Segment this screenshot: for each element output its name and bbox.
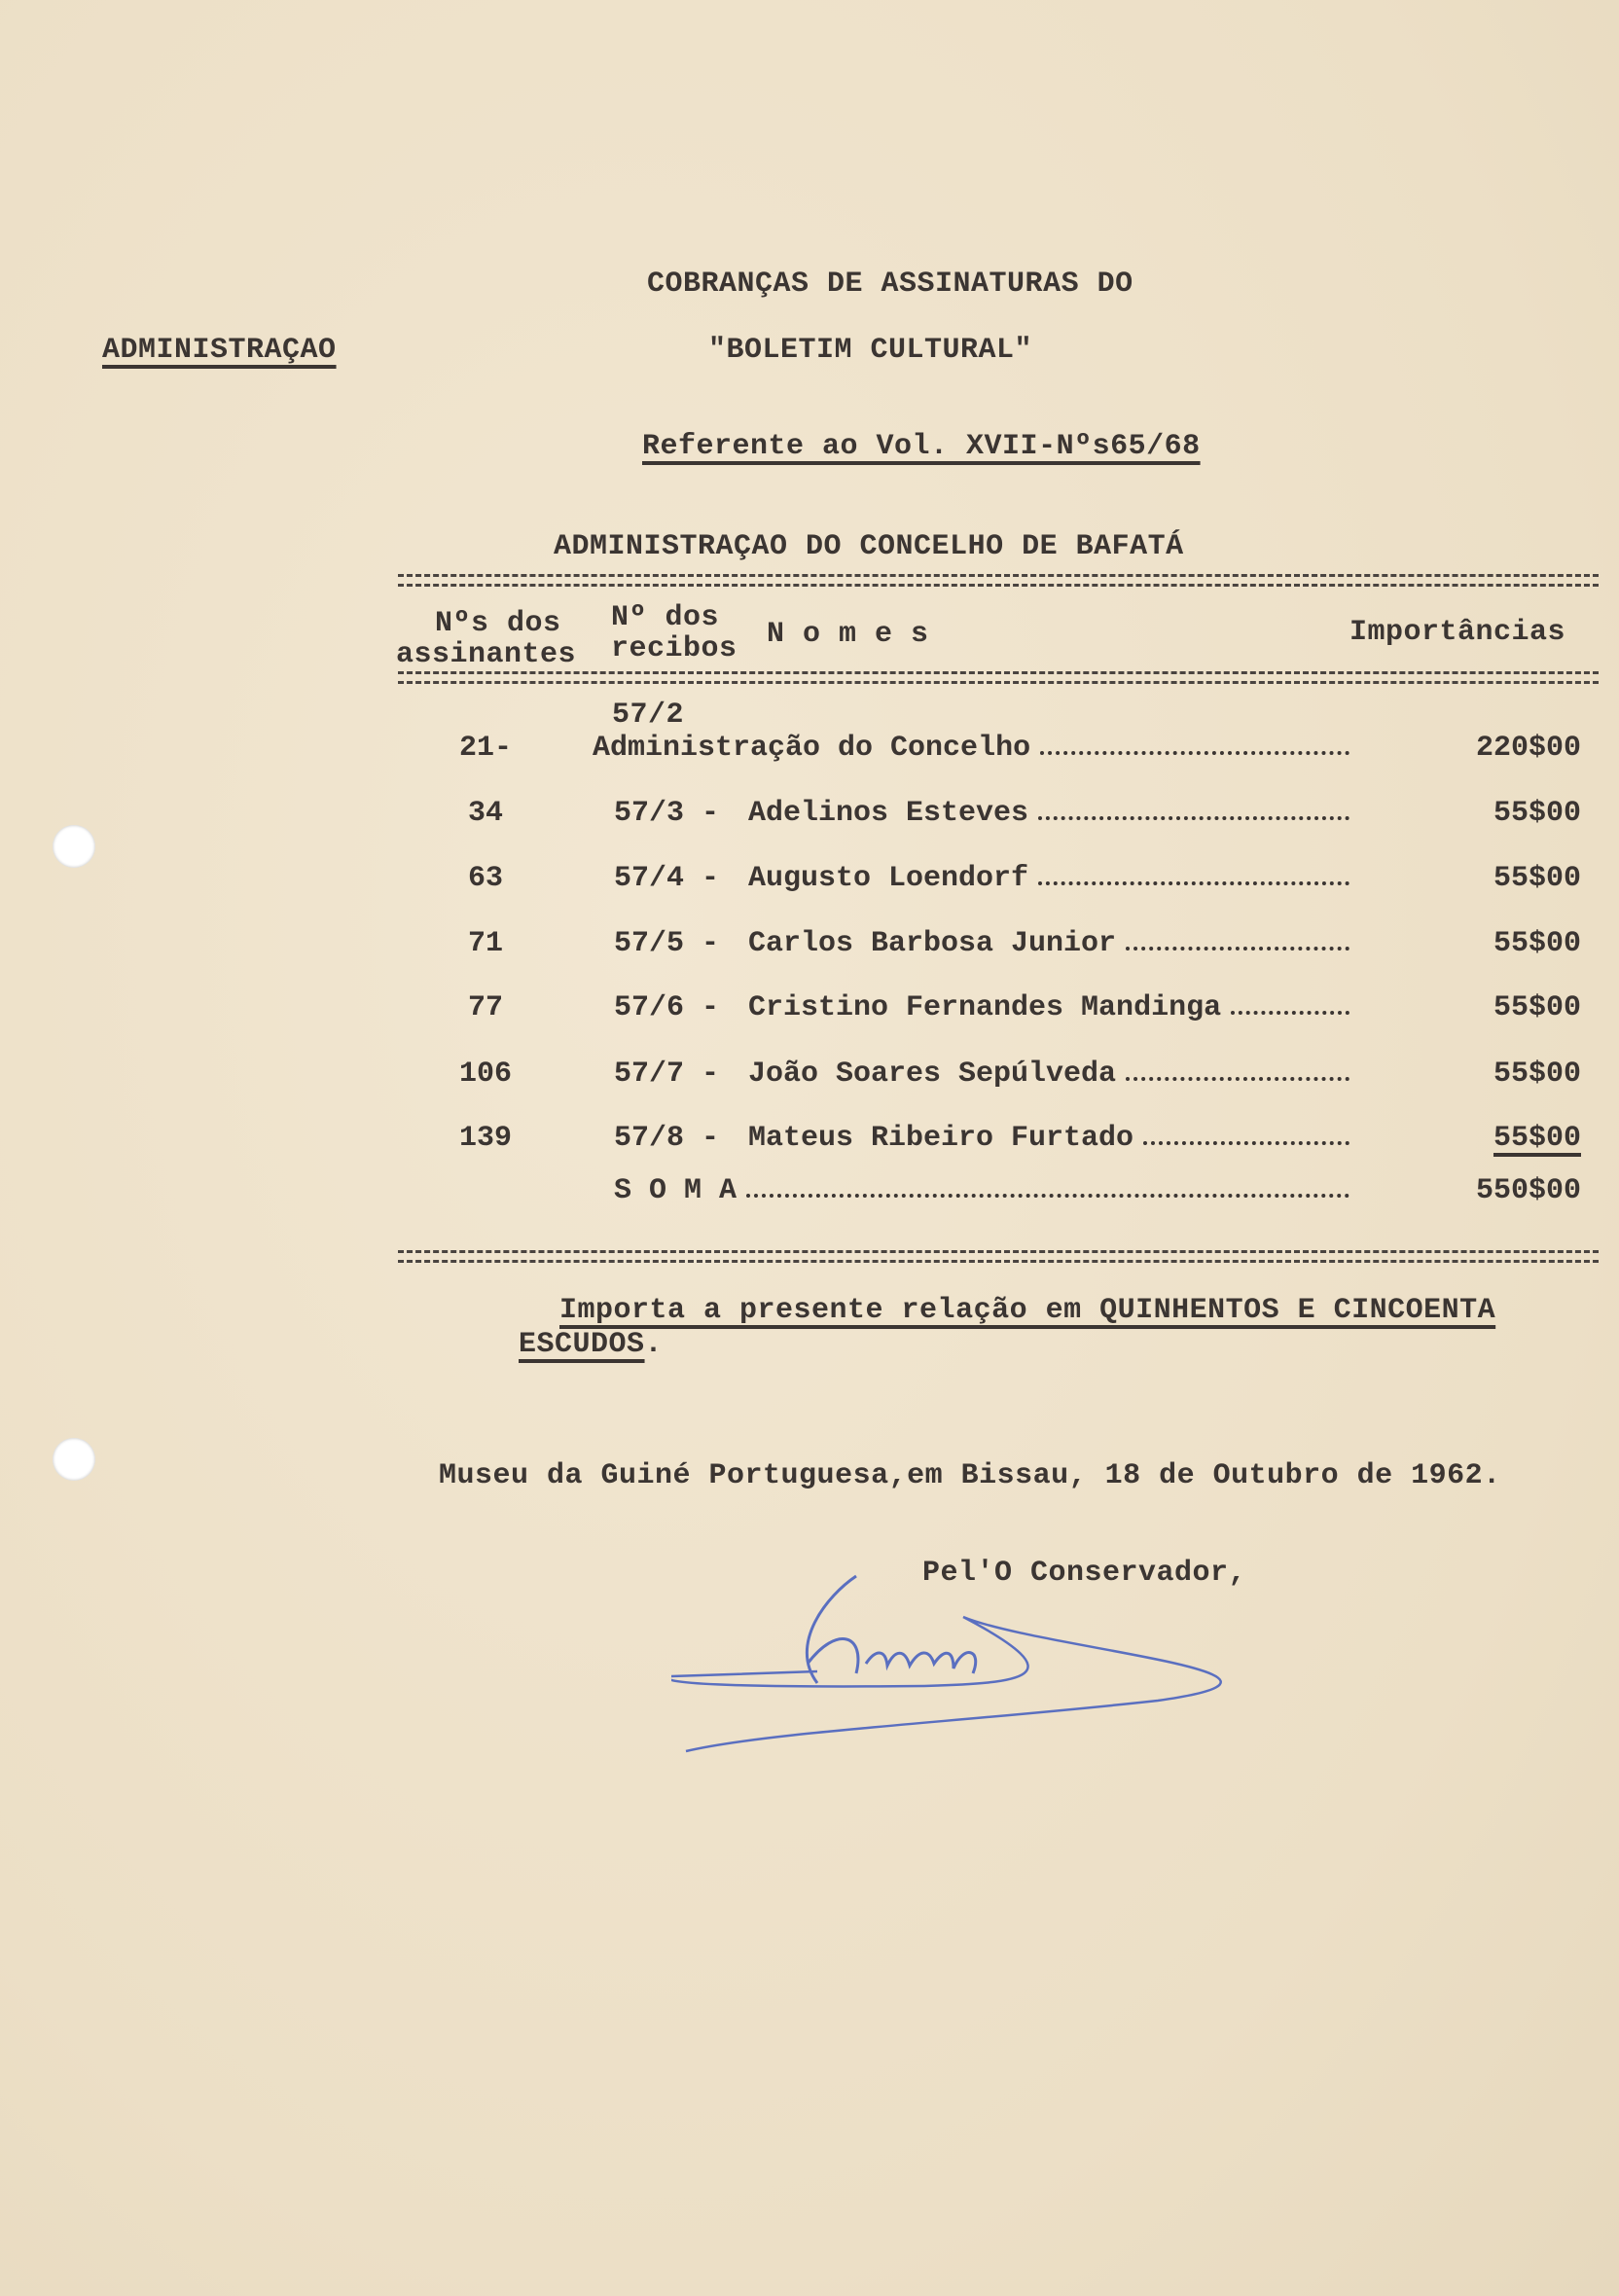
summary-line2-wrap: ESCUDOS. bbox=[519, 1328, 664, 1361]
dot-leader bbox=[746, 1174, 1349, 1198]
subscriber-number: 63 bbox=[467, 862, 503, 895]
section-heading: ADMINISTRAÇAO DO CONCELHO DE BAFATÁ bbox=[554, 530, 1184, 563]
name-cell bbox=[748, 862, 1357, 895]
subscriber-number: 34 bbox=[467, 797, 503, 830]
summary-line2: ESCUDOS bbox=[519, 1328, 645, 1361]
document-title-line1: COBRANÇAS DE ASSINATURAS DO bbox=[647, 268, 1133, 301]
dot-leader bbox=[1231, 991, 1349, 1015]
signature bbox=[671, 1557, 1372, 1771]
total-amount: 550$00 bbox=[1475, 1174, 1581, 1207]
dot-leader bbox=[1143, 1122, 1349, 1145]
dot-leader bbox=[1040, 732, 1349, 755]
summary-line1: Importa a presente relação em QUINHENTOS E CINCOENTA bbox=[559, 1294, 1496, 1327]
name-cell bbox=[748, 927, 1357, 960]
subscriber-name: João Soares Sepúlveda bbox=[748, 1058, 1117, 1091]
amount: 55$00 bbox=[1493, 1058, 1581, 1091]
table-row bbox=[398, 732, 1581, 771]
table-row bbox=[398, 927, 1581, 966]
col-header-names: N o m e s bbox=[767, 618, 929, 651]
subscriber-name: Cristino Fernandes Mandinga bbox=[748, 991, 1222, 1024]
total-cell bbox=[614, 1174, 1357, 1207]
receipt-number: 57/7 - bbox=[614, 1058, 720, 1091]
table-row bbox=[398, 1122, 1581, 1161]
table-row bbox=[398, 862, 1581, 901]
amount: 55$00 bbox=[1493, 1122, 1581, 1155]
punch-hole bbox=[53, 1438, 95, 1481]
name-cell bbox=[593, 732, 1357, 765]
amount: 55$00 bbox=[1493, 797, 1581, 830]
dot-leader bbox=[1038, 797, 1349, 820]
signoff: Pel'O Conservador, bbox=[922, 1557, 1247, 1590]
subscriber-number: 139 bbox=[458, 1122, 512, 1155]
receipt-number: 57/5 - bbox=[614, 927, 720, 960]
subscriber-name: Carlos Barbosa Junior bbox=[748, 927, 1117, 960]
receipt-number: 57/6 - bbox=[614, 991, 720, 1024]
receipt-number: 57/2 bbox=[612, 699, 685, 732]
col-header-amounts: Importâncias bbox=[1349, 616, 1566, 649]
subscriber-name: Administração do Concelho bbox=[593, 732, 1031, 765]
col-header-subscribers: Nºs dos bbox=[435, 607, 561, 640]
dot-leader bbox=[1126, 1058, 1349, 1081]
subscriber-name: Adelinos Esteves bbox=[748, 797, 1029, 830]
name-cell bbox=[748, 797, 1357, 830]
subscriber-number: 106 bbox=[458, 1058, 512, 1091]
receipt-number: 57/3 - bbox=[614, 797, 720, 830]
administration-label: ADMINISTRAÇAO bbox=[102, 334, 337, 367]
name-cell bbox=[748, 1058, 1357, 1091]
separator bbox=[398, 1250, 1599, 1263]
table-row bbox=[398, 991, 1581, 1030]
amount: 55$00 bbox=[1493, 927, 1581, 960]
place-date: Museu da Guiné Portuguesa,em Bissau, 18 de Outubro de 1962. bbox=[439, 1459, 1501, 1492]
punch-hole bbox=[53, 825, 95, 868]
separator bbox=[398, 574, 1599, 587]
receipt-number: 57/4 - bbox=[614, 862, 720, 895]
col-header-receipts-2: recibos bbox=[611, 632, 738, 665]
table-row bbox=[398, 1058, 1581, 1096]
name-cell bbox=[748, 1122, 1357, 1155]
subscriber-number: 21- bbox=[458, 732, 512, 765]
amount: 220$00 bbox=[1475, 732, 1581, 765]
document-title-line2: "BOLETIM CULTURAL" bbox=[708, 334, 1033, 367]
name-cell bbox=[748, 991, 1357, 1024]
table-row bbox=[398, 797, 1581, 836]
amount: 55$00 bbox=[1493, 991, 1581, 1024]
col-header-subscribers-2: assinantes bbox=[396, 638, 577, 671]
dot-leader bbox=[1126, 927, 1349, 951]
amount: 55$00 bbox=[1493, 862, 1581, 895]
col-header-receipts: Nº dos bbox=[611, 601, 720, 634]
subscriber-name: Mateus Ribeiro Furtado bbox=[748, 1122, 1134, 1155]
subscriber-number: 71 bbox=[467, 927, 503, 960]
receipt-number: 57/8 - bbox=[614, 1122, 720, 1155]
subscriber-name: Augusto Loendorf bbox=[748, 862, 1029, 895]
subscriber-number: 77 bbox=[467, 991, 503, 1024]
total-label: S O M A bbox=[614, 1174, 738, 1207]
separator bbox=[398, 671, 1599, 684]
reference-line: Referente ao Vol. XVII-Nºs65/68 bbox=[642, 430, 1201, 463]
total-row bbox=[398, 1174, 1581, 1213]
dot-leader bbox=[1038, 862, 1349, 885]
